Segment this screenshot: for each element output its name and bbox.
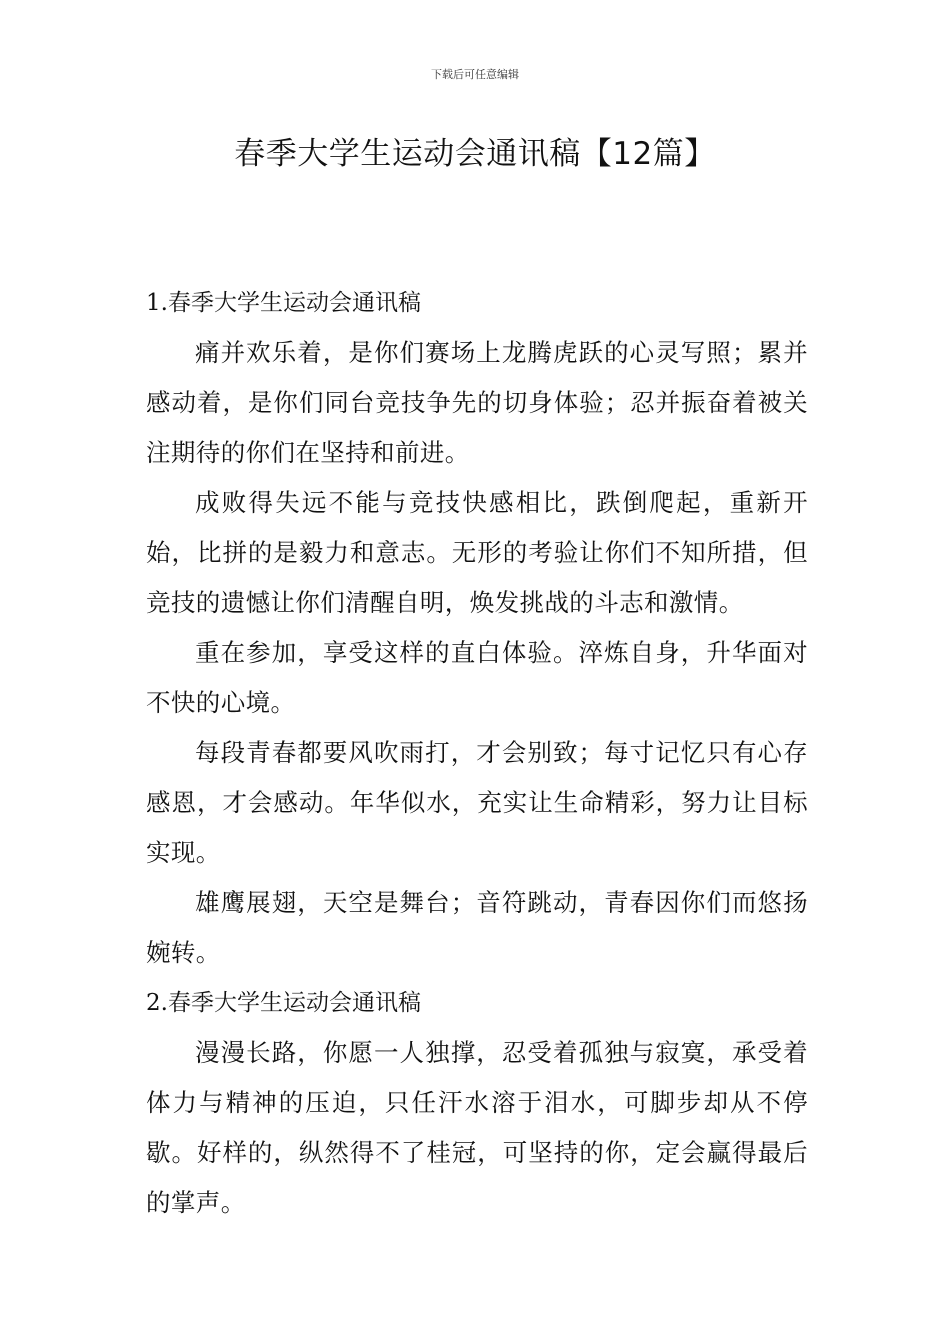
paragraph: 每段青春都要风吹雨打，才会别致；每寸记忆只有心存感恩，才会感动。年华似水，充实让生命精彩，努力让目标实现。 (146, 738, 808, 867)
paragraph: 痛并欢乐着，是你们赛场上龙腾虎跃的心灵写照；累并感动着，是你们同台竞技争先的切身体验；忍并振奋着被关注期待的你们在坚持和前进。 (146, 338, 808, 467)
document-title: 春季大学生运动会通讯稿【12篇】 (234, 136, 716, 172)
paragraph: 漫漫长路，你愿一人独撑，忍受着孤独与寂寞，承受着体力与精神的压迫，只任汗水溶于泪水，可脚步却从不停歇。好样的，纵然得不了桂冠，可坚持的你，定会赢得最后的掌声。 (146, 1038, 808, 1217)
paragraph: 重在参加，享受这样的直白体验。淬炼自身，升华面对不快的心境。 (146, 638, 808, 717)
section-heading-2: 2.春季大学生运动会通讯稿 (146, 990, 421, 1016)
paragraph: 成败得失远不能与竞技快感相比，跌倒爬起，重新开始，比拼的是毅力和意志。无形的考验让你们不知所措，但竞技的遗憾让你们清醒自明，焕发挑战的斗志和激情。 (146, 488, 808, 617)
section-heading-1: 1.春季大学生运动会通讯稿 (146, 290, 421, 316)
header-note: 下载后可任意编辑 (431, 68, 519, 81)
paragraph: 雄鹰展翅，天空是舞台；音符跳动，青春因你们而悠扬婉转。 (146, 888, 808, 967)
document-body (146, 278, 808, 1228)
